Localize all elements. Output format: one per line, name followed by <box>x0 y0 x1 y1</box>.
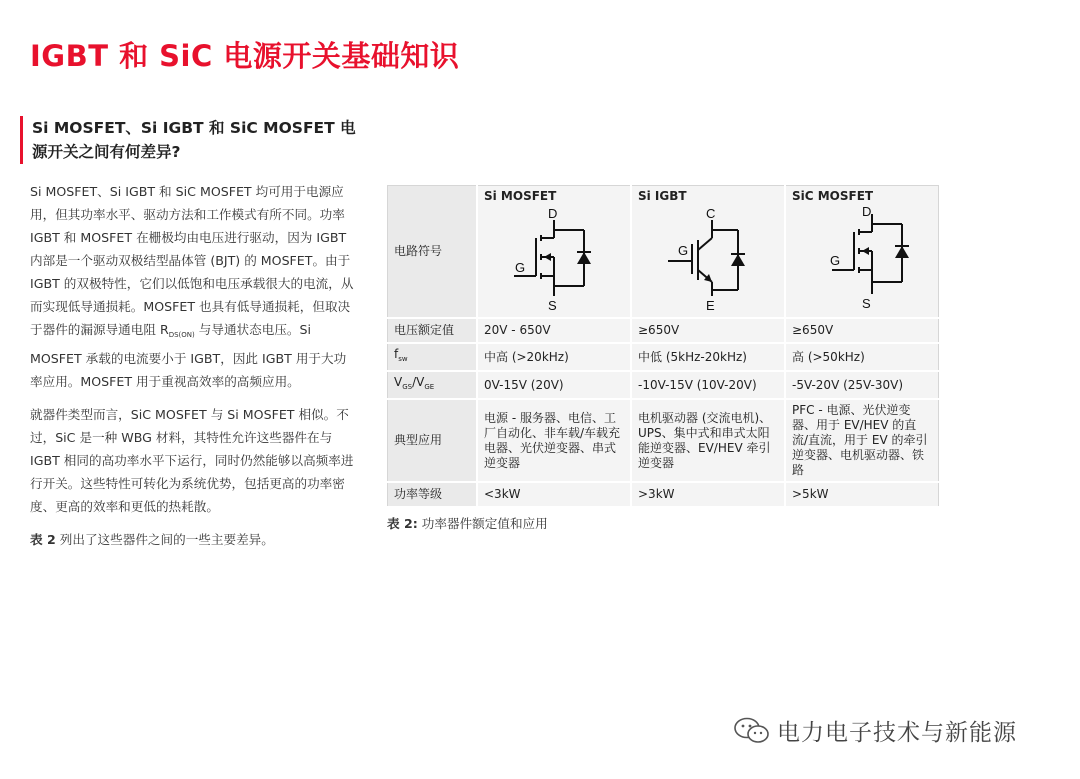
watermark <box>733 714 1017 747</box>
row-label-vgs: $V_{GS}/V_{GE}$ <box>388 371 478 399</box>
rds-subscript: DS(ON) <box>168 331 195 339</box>
page-title: IGBT 和 SiC 电源开关基础知识 <box>30 39 460 73</box>
igbt-emitter-label: E <box>706 298 715 313</box>
table-row-power <box>388 482 939 507</box>
row-label-power: 功率等级 <box>388 482 478 507</box>
cell-sic-symbol <box>785 186 939 319</box>
table-caption-label: 表 2: <box>387 516 418 531</box>
section-heading: Si MOSFET、Si IGBT 和 SiC MOSFET 电源开关之间有何差异? <box>20 116 367 164</box>
sic-source-label: S <box>862 296 871 311</box>
table-cell: ≥650V <box>785 318 939 343</box>
row-label-applications: 典型应用 <box>388 399 478 482</box>
table-cell: 中高 (>20kHz) <box>477 343 631 371</box>
table-cell: >3kW <box>631 482 785 507</box>
cell-mosfet-symbol <box>477 186 631 319</box>
sic-drain-label: D <box>862 204 872 219</box>
table-row-vgs <box>388 371 939 399</box>
row-label-symbol: 电路符号 <box>388 186 478 319</box>
table-cell: -5V-20V (25V-30V) <box>785 371 939 399</box>
igbt-collector-label: C <box>706 206 716 221</box>
table-caption: 表 2: 功率器件额定值和应用 <box>387 516 548 531</box>
table-cell: >5kW <box>785 482 939 507</box>
table-cell: 0V-15V (20V) <box>477 371 631 399</box>
sic-mosfet-symbol-icon <box>792 204 932 314</box>
igbt-gate-label: G <box>678 243 689 258</box>
table-cell: ≥650V <box>631 318 785 343</box>
comparison-table <box>387 185 939 508</box>
paragraph-1: Si MOSFET、Si IGBT 和 SiC MOSFET 均可用于电源应用，但其功率水平、驱动方法和工作模式有所不同。功率 IGBT 和 MOSFET 在栅极均由电压进行驱动，因为 IGBT 内部是一个驱动双极结型晶体管 (BJT) 的 MOSFET。由于 IGBT 的双极特性，它们以低饱和电压承载很大的电流，从而实现低导通损耗。MOSFET 也具有低导通损耗，但取决于器件的漏源导通电阻 $R_{DS(ON)}$ 与导通状态电压。Si MOSFET 承载的电流要小于 IGBT，因此 IGBT 用于大功率应用。MOSFET 用于重视高效率的高频应用。 <box>30 184 354 389</box>
column-header-si-mosfet: Si MOSFET <box>484 189 557 203</box>
table-cell: 电机驱动器 (交流电机)、UPS、集中式和串式太阳能逆变器、EV/HEV 牵引逆变器 <box>631 399 785 482</box>
row-label-voltage: 电压额定值 <box>388 318 478 343</box>
table-cell: PFC - 电源、光伏逆变器、用于 EV/HEV 的直流/直流，用于 EV 的牵引逆变器、电机驱动器、铁路 <box>785 399 939 482</box>
igbt-symbol-icon <box>638 204 778 314</box>
table-cell: 20V - 650V <box>477 318 631 343</box>
paragraph-3: 表 2 列出了这些器件之间的一些主要差异。 <box>30 532 274 547</box>
table-cell: 中低 (5kHz-20kHz) <box>631 343 785 371</box>
wechat-icon <box>733 716 771 746</box>
table-cell: -10V-15V (10V-20V) <box>631 371 785 399</box>
table-row-symbol <box>388 186 939 319</box>
column-header-si-igbt: Si IGBT <box>638 189 687 203</box>
table-row-voltage <box>388 318 939 343</box>
row-label-fsw: $f_{sw}$ <box>388 343 478 371</box>
table-cell: <3kW <box>477 482 631 507</box>
table-row-fsw <box>388 343 939 371</box>
table-cell: 电源 - 服务器、电信、工厂自动化、非车载/车载充电器、光伏逆变器、串式逆变器 <box>477 399 631 482</box>
cell-igbt-symbol <box>631 186 785 319</box>
column-header-sic-mosfet: SiC MOSFET <box>792 189 874 203</box>
body-text <box>30 180 355 561</box>
mosfet-drain-label: D <box>548 206 558 221</box>
mosfet-source-label: S <box>548 298 557 313</box>
sic-gate-label: G <box>830 253 841 268</box>
table-cell: 高 (>50kHz) <box>785 343 939 371</box>
watermark-text: 电力电子技术与新能源 <box>777 720 1017 746</box>
paragraph-2: 就器件类型而言，SiC MOSFET 与 Si MOSFET 相似。不过，SiC 是一种 WBG 材料，其特性允许这些器件在与 IGBT 相同的高功率水平下运行，同时仍然能够以高频率进行开关。这些特性可转化为系统优势，包括更高的功率密度、更高的效率和更低的热耗散。 <box>30 407 354 514</box>
table-row-applications <box>388 399 939 482</box>
table-reference: 表 2 <box>30 532 56 547</box>
mosfet-gate-label: G <box>515 260 526 275</box>
mosfet-symbol-icon <box>484 204 624 314</box>
